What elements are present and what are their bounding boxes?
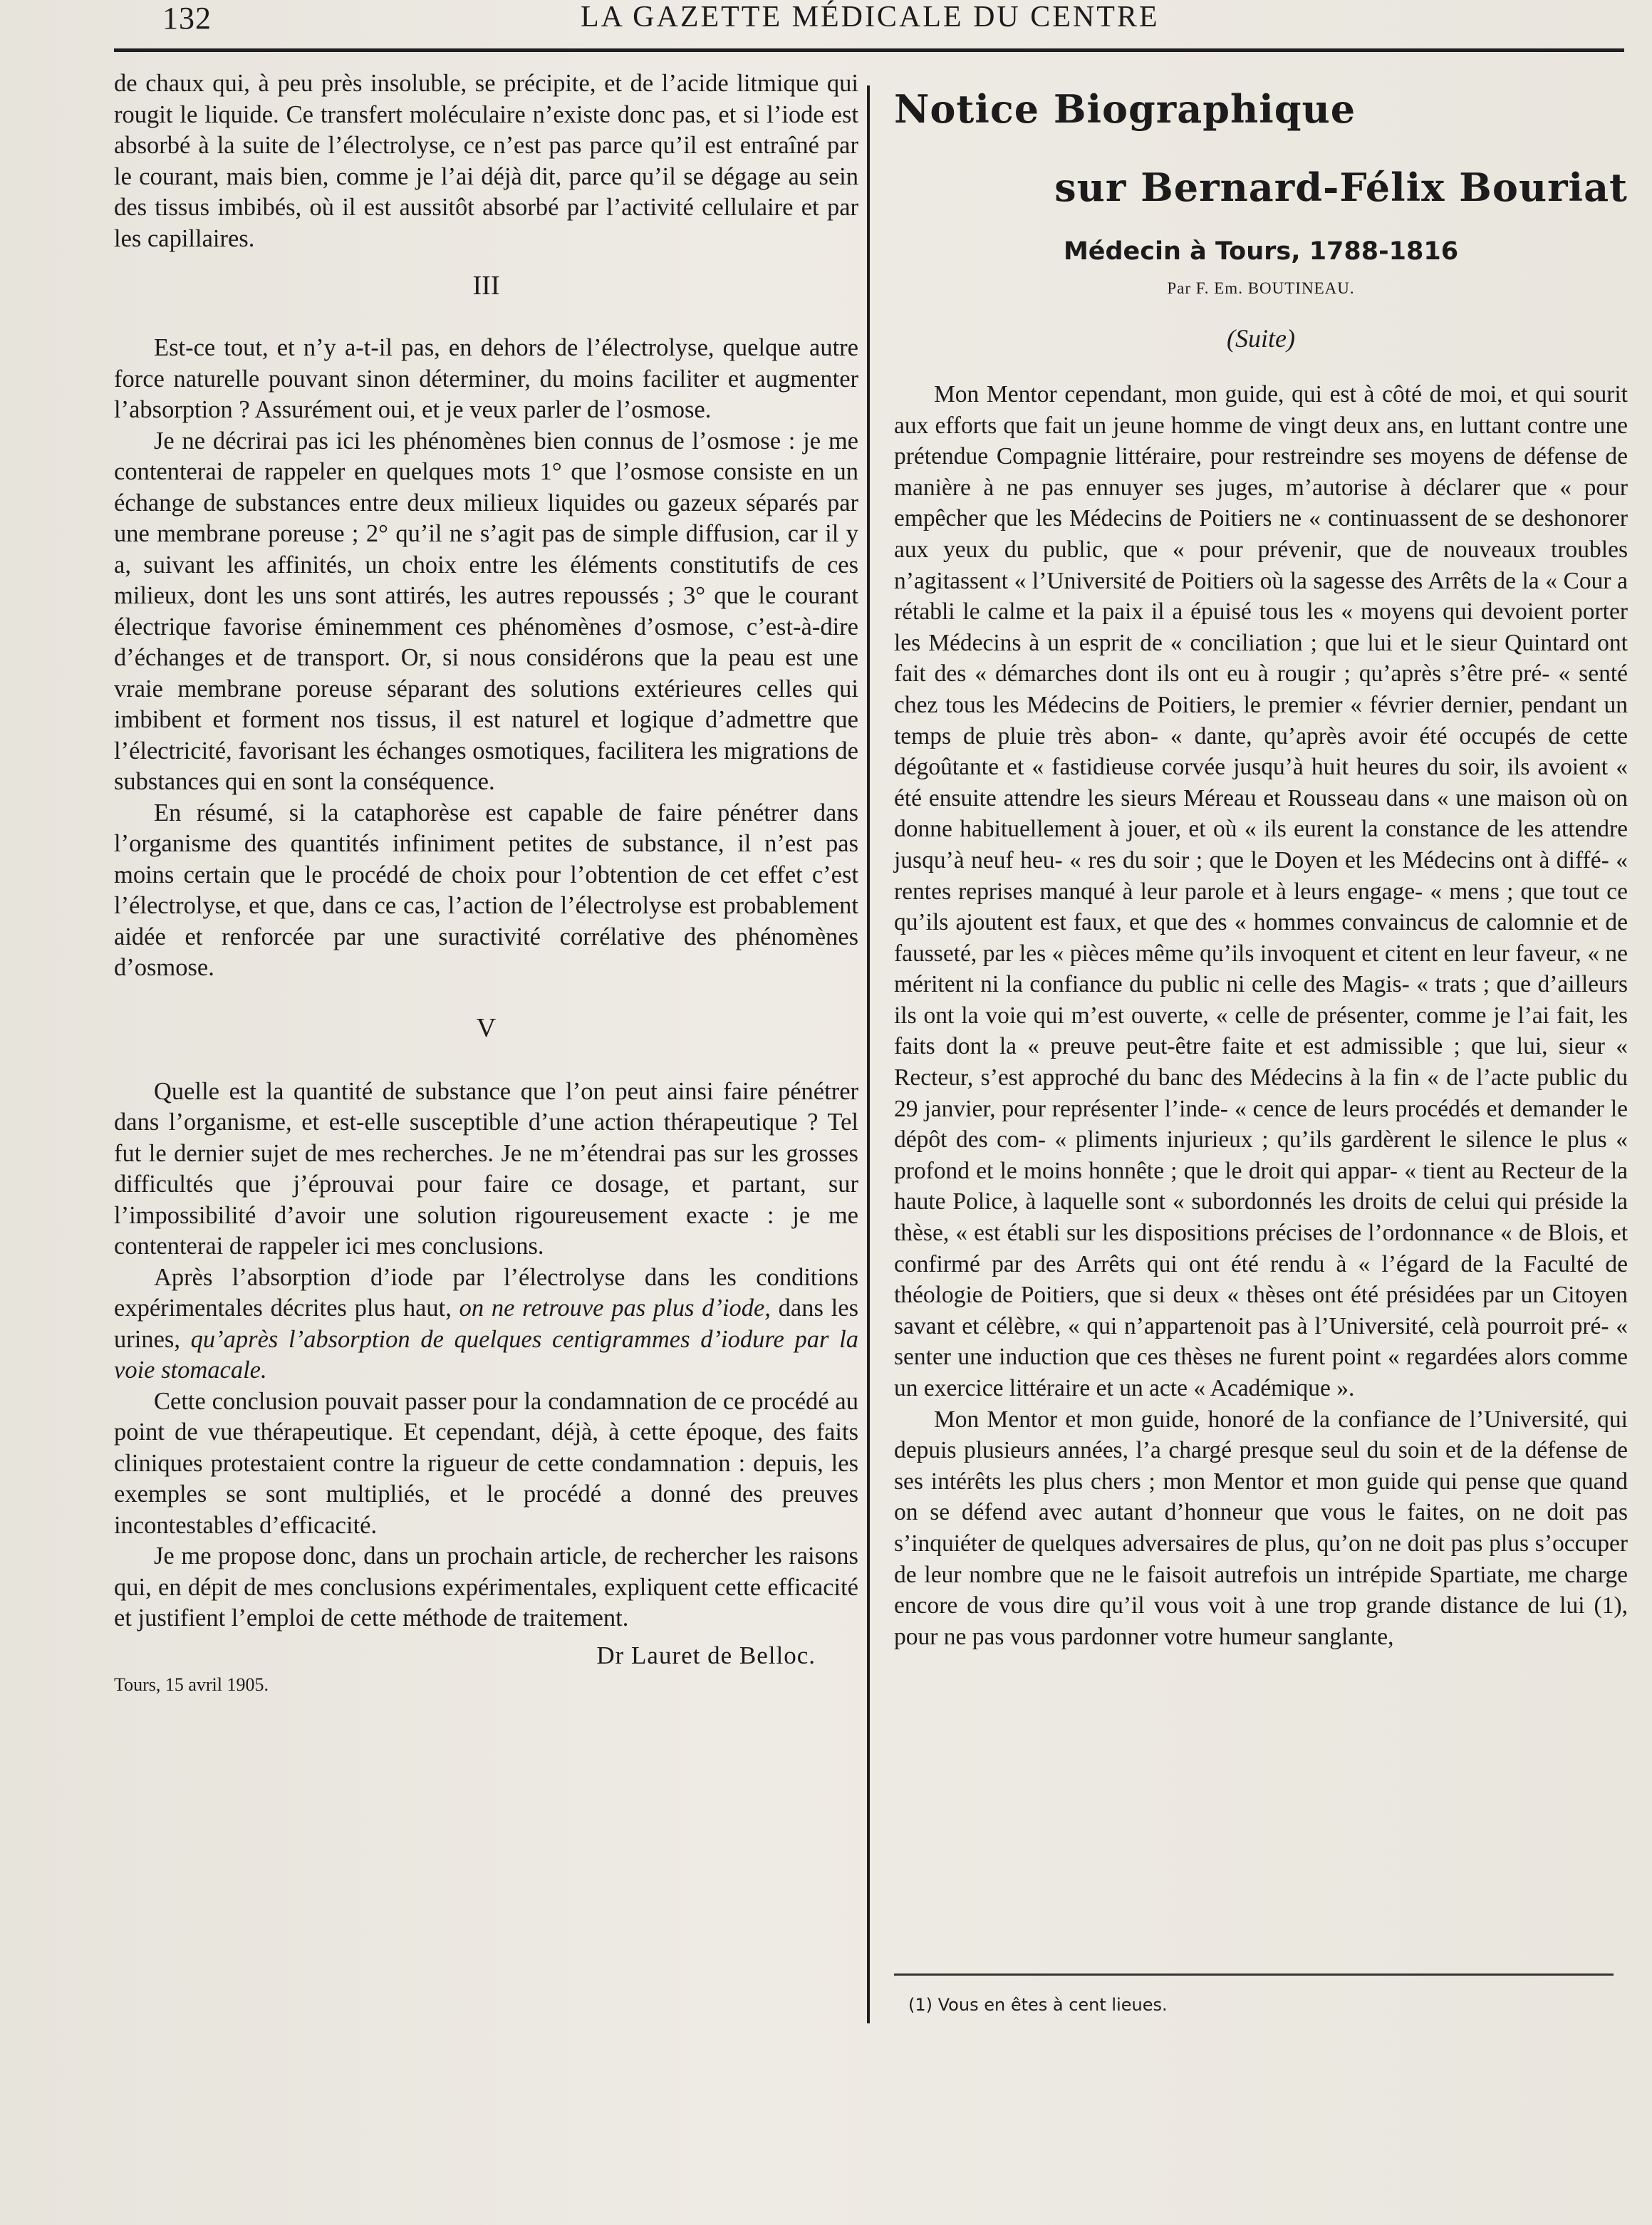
paragraph-v-2-part-c: dans les urines, xyxy=(114,1295,858,1353)
left-column xyxy=(114,68,858,1696)
paragraph-v-3: Cette conclusion pouvait passer pour la condamnation de ce procédé au point de vue thérapeutique. Et cependant, déjà, à cette époque, des faits cliniques protestaient contre la rigueur de cette condamnation : depuis, les exemples se sont multipliés, et le procédé a donné des preuves incontestables d’efficacité. xyxy=(114,1387,858,1539)
paragraph-iii-2: Je ne décrirai pas ici les phénomènes bien connus de l’osmose : je me contenterai de rappeler en quelques mots 1° que l’osmose consiste en un échange de substances entre deux milieux liquides ou gazeux séparés par une membrane poreuse ; 2° qu’il ne s’agit pas de simple diffusion, car il y a, suivant les affinités, un choix entre les éléments constitutifs de ces milieux, dont les uns sont attirés, les autres repoussés ; 3° que le courant électrique favorise éminemment ces phénomènes d’osmose, c’est-à-dire d’échanges et de transport. Or, si nous considérons que la peau est une vraie membrane poreuse séparant des solutions extérieures celles qui imbibent et forment nos tissus, il est naturel et logique d’admettre que l’électricité, favorisant les échanges osmotiques, facilitera les migrations de substances qui en sont la conséquence. xyxy=(114,427,858,795)
notice-paragraph-2: Mon Mentor et mon guide, honoré de la confiance de l’Université, qui depuis plusieurs années, l’a chargé presque seul du soin et de la défense de ses intérêts les plus chers ; mon Mentor et mon guide qui pense que quand on se défend avec autant d’honneur que vous le faites, on ne doit pas s’inquiéter de quelques adversaires de plus, qu’on ne doit pas plus s’occuper de leur nombre que ne le faisoit autrefois un intrépide Spartiate, me charge encore de vous dire qu’il vous voit à une trop grande distance de lui (1), pour ne pas vous pardonner votre humeur sanglante, xyxy=(894,1406,1628,1650)
running-head: LA GAZETTE MÉDICALE DU CENTRE xyxy=(581,1,1160,33)
paragraph-v-2-italic-d: qu’après l’absorption de quelques centigrammes d’iodure par la voie stomacale. xyxy=(114,1325,858,1384)
continued-label: (Suite) xyxy=(1227,324,1295,353)
section-heading-v: V xyxy=(476,1012,497,1043)
header-rule xyxy=(114,48,1624,52)
author-signature: Dr Lauret de Belloc. xyxy=(596,1641,816,1669)
section-heading-iii: III xyxy=(472,271,500,301)
column-rule xyxy=(867,85,870,2023)
paragraph-v-2 xyxy=(114,1262,858,1386)
article-title-line-2: sur Bernard-Félix Bouriat xyxy=(1054,165,1628,210)
notice-paragraph-1: Mon Mentor cependant, mon guide, qui est à côté de moi, et qui sourit aux efforts que fait un jeune homme de vingt deux ans, en luttant contre une prétendue Compagnie littéraire, pour restreindre ses moyens de défense de manière à ne pas ennuyer ses juges, m’autorise à déclarer que « pour empêcher que les Médecins de Poitiers ne « continuassent de se deshonorer aux yeux du public, que « pour prévenir, que de nouveaux troubles n’agitassent « l’Université de Poitiers où la sagesse des Arrêts de la « Cour a rétabli le calme et la paix il a épuisé tous les « moyens qui devoient porter les Médecins à un esprit de « conciliation ; que lui et le sieur Quintard ont fait des « démarches dont ils ont eu à rougir ; qu’après s’être pré- « senté chez tous les Médecins de Poitiers, le premier « février dernier, pendant un temps de pluie très abon- « dante, qu’après avoir été occupés de cette dégoûtante et « fastidieuse corvée jusqu’à huit heures du soir, ils avoient « été ensuite attendre les sieurs Méreau et Rousseau dans « une maison où on donne habituellement à jouer, et où « ils eurent la constance de les attendre jusqu’à neuf heu- « res du soir ; que le Doyen et les Médecins ont à diffé- « rentes reprises manqué à leur parole et à leurs engage- « mens ; que tout ce qu’ils ajoutent est faux, et que des « hommes convaincus de calomnie et de fausseté, par les « pièces même qu’ils invoquent et citent en leur faveur, « ne méritent ni la confiance du public ni celle des Magis- « trats ; que d’ailleurs ils ont la voie qui m’est ouverte, « celle de présenter, comme je l’ai fait, les faits dont la « preuve peut-être faite et est admissible ; que lui, sieur « Recteur, s’est approché du banc des Médecins à la fin « de l’acte public du 29 janvier, pour représenter l’inde- « cence de leurs procédés et demander le dépôt des com- « pliments injurieux ; qu’ils gardèrent le silence le plus « profond et le moins honnête ; que le droit qui appar- « tient au Recteur de la haute Police, à laquelle sont « subordonnés les droits de celui qui préside la thèse, « est établi sur les dispositions précises de l’ordonnance « de Blois, et confirmé par des Arrêts qui ont été rendu à « l’égard de la Faculté de théologie de Poitiers, que si deux « thèses ont été présidées par un Citoyen savant et célèbre, « qui n’appartenoit pas à l’Université, celà pourroit pré- « senter une induction que ces thèses ne furent point « regardées alors comme un exercice littéraire et un acte « Académique ». xyxy=(894,381,1628,1401)
footnote-rule xyxy=(894,1974,1614,1976)
right-column xyxy=(894,84,1628,1652)
article-subtitle: Médecin à Tours, 1788-1816 xyxy=(1063,237,1459,266)
paragraph-iii-3: En résumé, si la cataphorèse est capable de faire pénétrer dans l’organisme des quantités infiniment petites de substance, il n’est pas moins certain que le procédé de choix pour l’obtention de cet effet c’est l’électrolyse, et que, dans ce cas, l’action de l’électrolyse est probablement aidée et renforcée par une suractivité corrélative des phénomènes d’osmose. xyxy=(114,799,858,981)
dateline: Tours, 15 avril 1905. xyxy=(114,1674,269,1695)
intro-paragraph: de chaux qui, à peu près insoluble, se précipite, et de l’acide litmique qui rougit le liquide. Ce transfert moléculaire n’existe donc pas, et si l’iode est absorbé à la suite de l’électrolyse, ce n’est pas parce qu’il est entraîné par le courant, mais bien, comme je l’ai déjà dit, parce qu’il se dégage au sein des tissus imbibés, où il est aussitôt absorbé par l’activité cellulaire et par les capillaires. xyxy=(114,70,858,252)
paragraph-iii-1: Est-ce tout, et n’y a-t-il pas, en dehors de l’électrolyse, quelque autre force naturelle pouvant sinon déterminer, du moins faciliter et augmenter l’absorption ? Assurément oui, et je veux parler de l’osmose. xyxy=(114,334,858,423)
article-title-line-1: Notice Biographique xyxy=(894,86,1356,132)
paragraph-v-1: Quelle est la quantité de substance que l’on peut ainsi faire pénétrer dans l’organisme, et est-elle susceptible d’une action thérapeutique ? Tel fut le dernier sujet de mes recherches. Je ne m’étendrai pas sur les grosses difficultés que j’éprouvai pour faire ce dosage, et partant, sur l’impossibilité d’avoir une solution rigoureusement exacte : je me contenterai de rappeler ici mes conclusions. xyxy=(114,1077,858,1260)
page-number: 132 xyxy=(162,1,212,36)
paragraph-v-2-part-a: Après l’absorption d’iode par l’électrolyse dans les conditions expérimentales décrites plus haut, xyxy=(114,1263,858,1322)
paragraph-v-2-italic-b: on ne retrouve pas plus d’iode, xyxy=(459,1295,771,1322)
footnote: (1) Vous en êtes à cent lieues. xyxy=(908,1995,1168,2015)
paragraph-v-4: Je me propose donc, dans un prochain article, de rechercher les raisons qui, en dépit de mes conclusions expérimentales, expliquent cette efficacité et justifient l’emploi de cette méthode de traitement. xyxy=(114,1542,858,1632)
article-byline: Par F. Em. BOUTINEAU. xyxy=(1167,279,1355,297)
